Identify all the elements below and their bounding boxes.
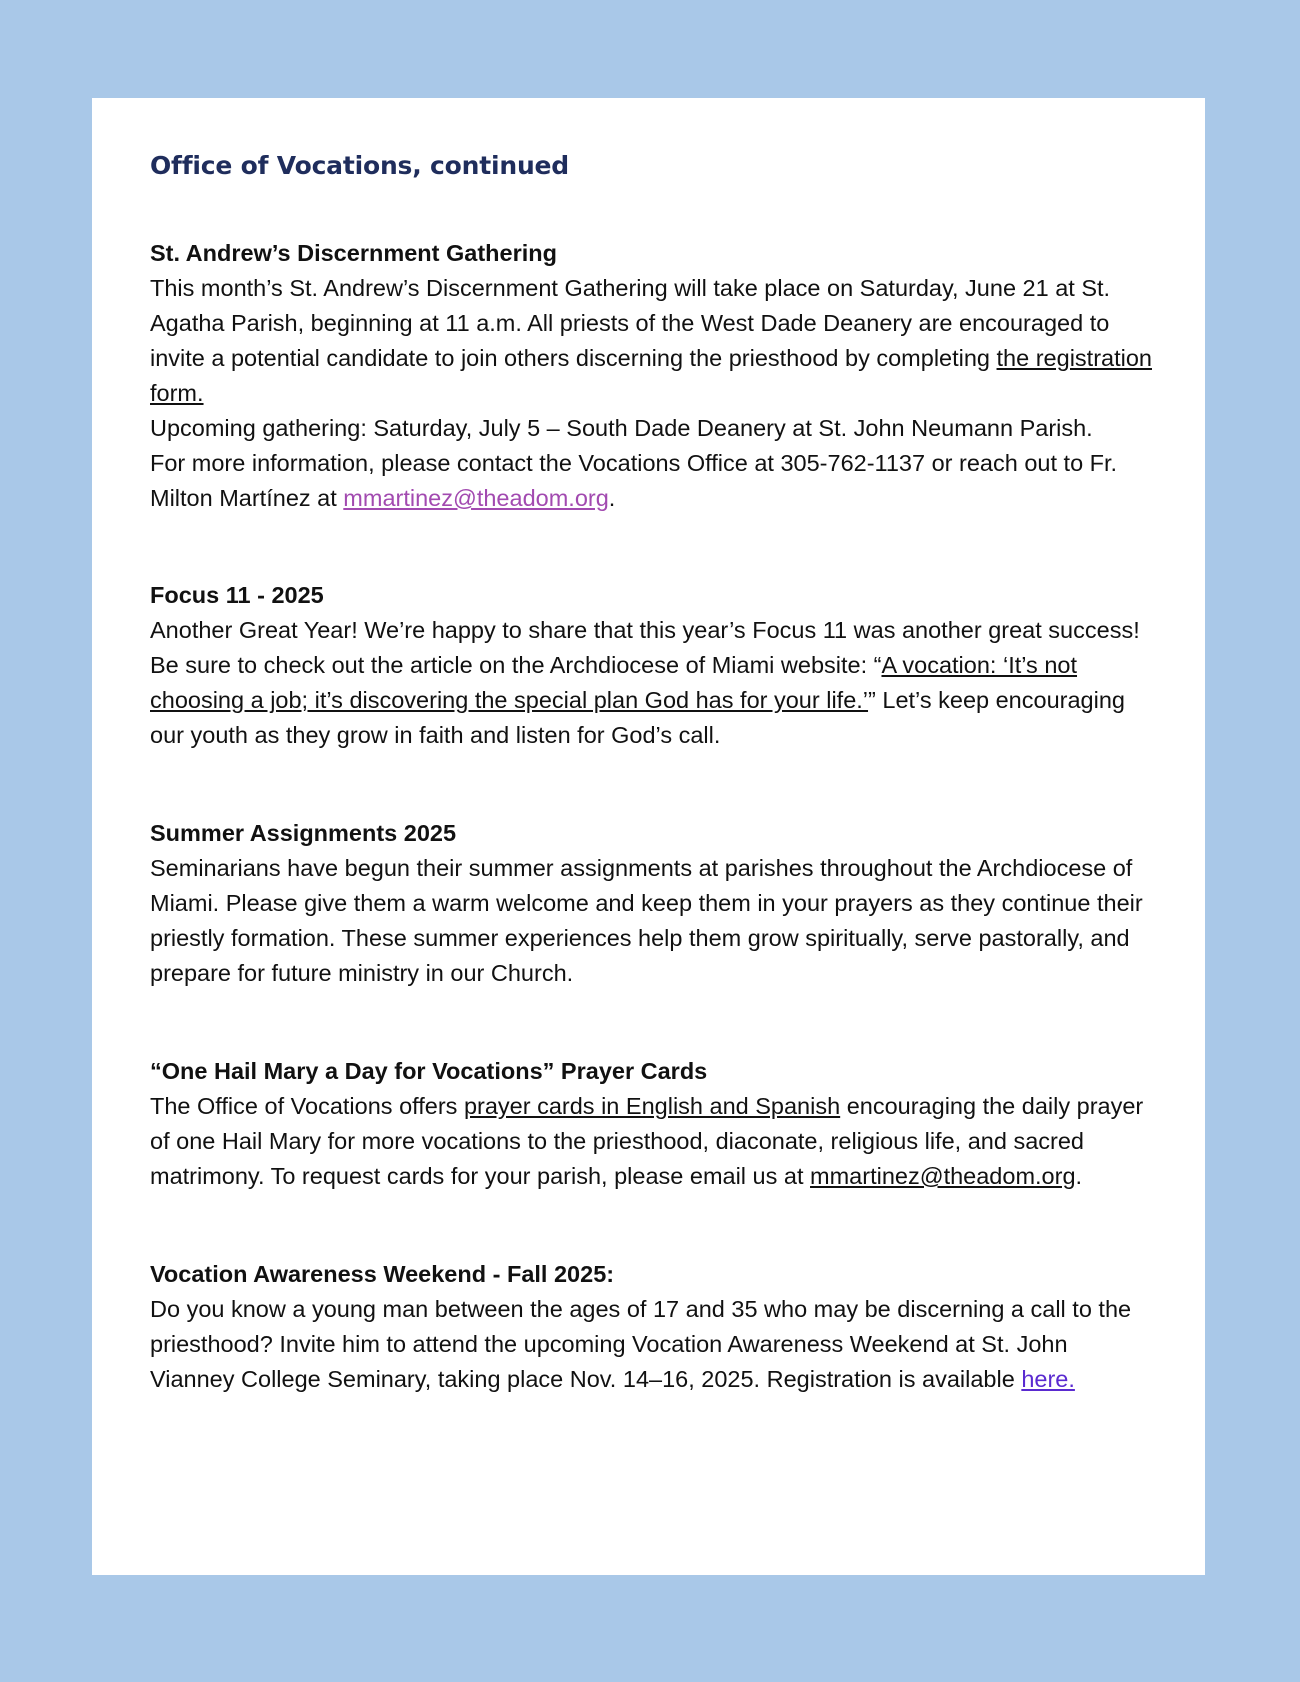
paragraph-text: . — [1075, 1163, 1083, 1189]
section-vocation-awareness-weekend — [150, 1257, 1153, 1397]
email-link[interactable]: mmartinez@theadom.org — [343, 485, 609, 511]
page-title: Office of Vocations, continued — [150, 151, 569, 180]
section-heading: Vocation Awareness Weekend - Fall 2025: — [150, 1261, 615, 1287]
prayer-cards-link[interactable]: prayer cards in English and Spanish — [463, 1093, 841, 1119]
section-heading: St. Andrew’s Discernment Gathering — [150, 240, 557, 266]
paragraph — [150, 1292, 1153, 1397]
paragraph-text: This month’s St. Andrew’s Discernment Gathering will take place on Saturday, June 21 at St. Agatha Parish, beginning at 11 a.m. All priests of the West Dade Deanery are encouraged to invite a potential candidate to join others discerning the priesthood by completing — [150, 275, 1111, 371]
paragraph: Upcoming gathering: Saturday, July 5 – South Dade Deanery at St. John Neumann Parish. — [150, 415, 1093, 441]
paragraph-text: For more information, please contact the Vocations Office at 305-762-1137 or reach out to Fr. Milton Martínez at — [150, 450, 1118, 511]
paragraph-text: Another Great Year! We’re happy to share that this year’s Focus 11 was another great success! Be sure to check out the article on the Archdiocese of Miami website: “ — [150, 617, 1140, 678]
paragraph-text: The Office of Vocations offers — [150, 1093, 464, 1119]
paragraph — [150, 613, 1153, 753]
paragraph-text: ” Let’s keep encouraging our youth as they grow in faith and listen for God’s call. — [150, 687, 1125, 748]
section-heading: Summer Assignments 2025 — [150, 820, 457, 846]
paragraph-text: . — [608, 485, 616, 511]
paragraph — [150, 446, 1153, 516]
paragraph — [150, 271, 1153, 411]
section-summer-assignments — [150, 816, 1153, 991]
section-prayer-cards — [150, 1054, 1153, 1194]
paragraph — [150, 1089, 1153, 1194]
email-link[interactable]: mmartinez@theadom.org — [810, 1163, 1076, 1189]
article-link[interactable]: A vocation: ‘It’s not choosing a job; it’s discovering the special plan God has for your life.’ — [150, 652, 1078, 713]
section-heading: “One Hail Mary a Day for Vocations” Prayer Cards — [150, 1058, 708, 1084]
paragraph-text: Do you know a young man between the ages of 17 and 35 who may be discerning a call to the priesthood? Invite him to attend the upcoming Vocation Awareness Weekend at St. John Vianney College Seminary, taking place Nov. 14–16, 2025. Registration is available — [150, 1296, 1132, 1392]
section-heading: Focus 11 - 2025 — [150, 582, 324, 608]
paragraph: Seminarians have begun their summer assignments at parishes throughout the Archdiocese of Miami. Please give them a warm welcome and keep them in your prayers as they continue their priestly formation. These summer experiences help them grow spiritually, serve pastorally, and prepare for future ministry in our Church. — [150, 855, 1143, 986]
paragraph-text: encouraging the daily prayer of one Hail Mary for more vocations to the priesthood, diaconate, religious life, and sacred matrimony. To request cards for your parish, please email us at — [150, 1093, 1144, 1189]
section-discernment-gathering — [150, 236, 1153, 516]
section-focus-11 — [150, 578, 1153, 753]
document-page — [92, 98, 1205, 1575]
registration-here-link[interactable]: here. — [1021, 1366, 1075, 1392]
registration-form-link[interactable]: the registration form. — [150, 345, 1152, 406]
